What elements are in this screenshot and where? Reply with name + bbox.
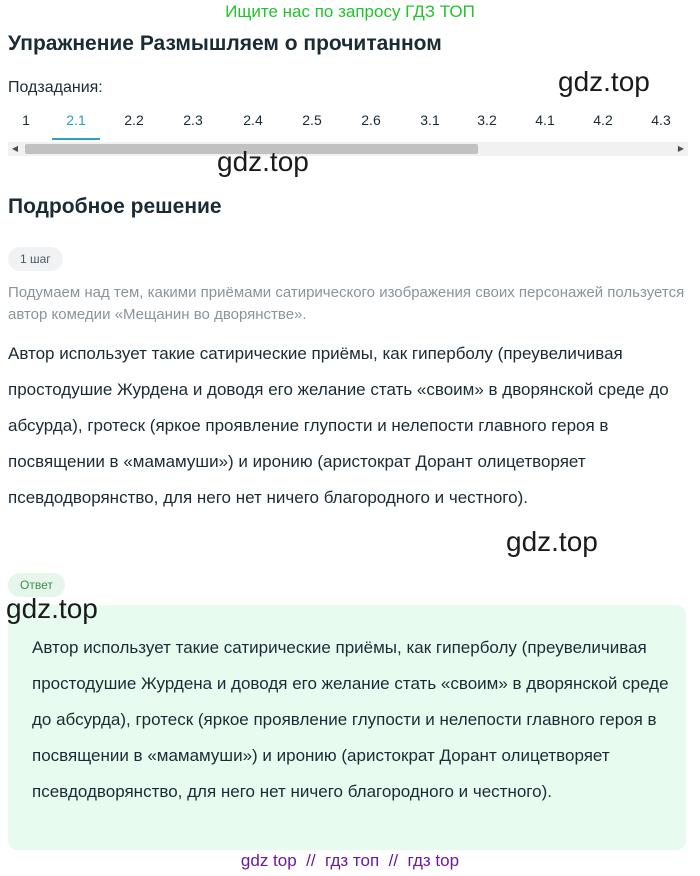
scroll-left-icon[interactable]: ◀: [11, 144, 19, 153]
solution-text: Автор использует такие сатирические приёмы, как гиперболу (преувеличивая простодушие Журдена и доводя его желание стать «своим» в дворянской среде до абсурда), гротеск (яркое проявление глупости и нелепости главного героя в посвящении в «мамамуши») и иронию (аристократ Дорант олицетворяет псевдодворянство, для него нет ничего благородного и честного).: [8, 344, 669, 507]
footer-separator: //: [306, 851, 316, 870]
active-tab-indicator: [52, 138, 100, 140]
watermark: gdz.top: [558, 66, 650, 97]
subtasks-label: Подзадания:: [8, 79, 103, 96]
step-hint: Подумаем над тем, какими приёмами сатирического изображения своих персонажей пользуется автор комедии «Мещанин во дворянстве».: [8, 284, 685, 323]
footer-separator: //: [388, 851, 399, 870]
step-badge: 1 шаг: [8, 247, 63, 271]
subtask-tabs: [0, 108, 700, 142]
tab-2-6[interactable]: 2.6: [361, 112, 381, 128]
watermark: gdz.top: [506, 526, 598, 557]
watermark: gdz.top: [217, 146, 309, 177]
tab-2-3[interactable]: 2.3: [183, 112, 203, 128]
answer-badge: Ответ: [8, 573, 65, 597]
tab-2-1[interactable]: 2.1: [66, 112, 86, 128]
tab-2-5[interactable]: 2.5: [302, 112, 322, 128]
tabs-scrollbar[interactable]: [8, 142, 688, 156]
footer-links: [0, 851, 700, 871]
answer-text: Автор использует такие сатирические приёмы, как гиперболу (преувеличивая простодушие Журдена и доводя его желание стать «своим» в дворянской среде до абсурда), гротеск (яркое проявление глупости и нелепости главного героя в посвящении в «мамамуши») и иронию (аристократ Дорант олицетворяет псевдодворянство, для него нет ничего благородного и честного).: [32, 638, 669, 801]
tab-3-2[interactable]: 3.2: [477, 112, 497, 128]
scroll-right-icon[interactable]: ▶: [677, 144, 685, 153]
promo-banner: Ищите нас по запросу ГДЗ ТОП: [225, 2, 475, 21]
footer-link-gdz-top[interactable]: gdz top: [240, 851, 297, 870]
tab-4-1[interactable]: 4.1: [535, 112, 555, 128]
footer-link-gdz-top-ru[interactable]: гдз топ: [325, 851, 380, 870]
tab-4-3[interactable]: 4.3: [651, 112, 671, 128]
page-title: Упражнение Размышляем о прочитанном: [8, 32, 442, 55]
tab-3-1[interactable]: 3.1: [420, 112, 440, 128]
tab-2-4[interactable]: 2.4: [243, 112, 263, 128]
tab-1[interactable]: 1: [22, 112, 30, 128]
footer-link-gdz-top-mixed[interactable]: гдз top: [407, 851, 460, 870]
section-title: Подробное решение: [8, 195, 222, 218]
tab-2-2[interactable]: 2.2: [124, 112, 144, 128]
tab-4-2[interactable]: 4.2: [593, 112, 613, 128]
watermark: gdz.top: [6, 593, 98, 624]
